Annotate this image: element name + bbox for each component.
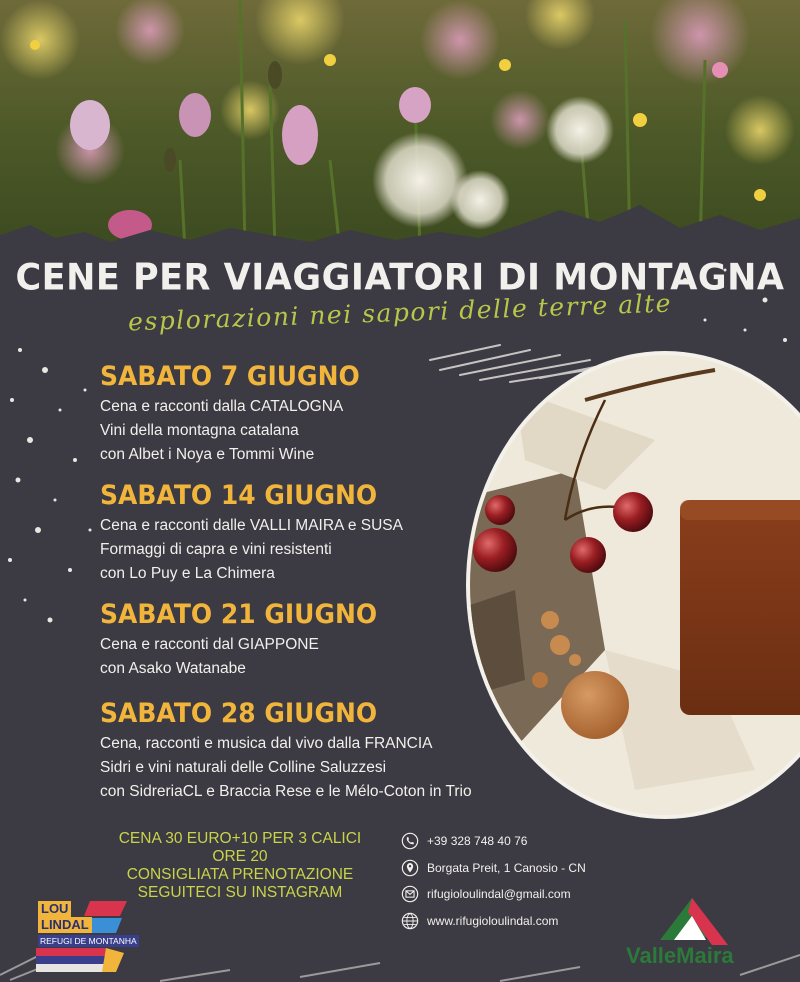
vallemaira-logo [620, 890, 770, 980]
event-line: con Lo Puy e La Chimera [100, 565, 275, 582]
social-text: SEGUITECI SU INSTAGRAM [137, 884, 343, 901]
booking-text: CONSIGLIATA PRENOTAZIONE [126, 866, 354, 883]
event-line: con Asako Watanabe [100, 660, 246, 677]
mountain-icon [620, 890, 770, 950]
email-address: rifugioloulindal@gmail.com [427, 887, 571, 902]
event-4 [100, 697, 472, 804]
event-line: con Albet i Noya e Tommi Wine [100, 446, 315, 463]
event-line: Cena, racconti e musica dal vivo dalla FRANCIA [100, 735, 433, 752]
contact-website[interactable] [400, 908, 586, 935]
contact-address [400, 855, 586, 882]
poster-title: CENE PER VIAGGIATORI DI MONTAGNA [15, 257, 785, 299]
poster-subtitle: esplorazioni nei sapori delle terre alte [127, 288, 673, 337]
event-line: Vini della montagna catalana [100, 422, 299, 439]
event-3 [100, 598, 377, 681]
dinner-info [95, 830, 385, 902]
email-icon [400, 884, 420, 904]
food-photo [455, 350, 800, 825]
event-1 [100, 360, 360, 467]
event-line: con SidreriaCL e Braccia Rese e le Mélo-Coton in Trio [100, 783, 472, 800]
globe-icon [400, 911, 420, 931]
time-text: ORE 20 [212, 848, 268, 865]
event-line: Cena e racconti dalle VALLI MAIRA e SUSA [100, 517, 403, 534]
vallemaira-text: ValleMaira [626, 943, 734, 968]
event-line: Cena e racconti dalla CATALOGNA [100, 398, 344, 415]
event-2 [100, 479, 403, 586]
contact-phone[interactable] [400, 828, 586, 855]
website-url: www.rifugioloulindal.com [427, 913, 559, 928]
event-date: SABATO 28 GIUGNO [100, 697, 378, 729]
contact-email[interactable] [400, 881, 586, 908]
phone-icon [400, 831, 420, 851]
event-line: Formaggi di capra e vini resistenti [100, 541, 332, 558]
event-date: SABATO 14 GIUGNO [100, 479, 378, 511]
phone-number: +39 328 748 40 76 [427, 834, 528, 849]
event-line: Cena e racconti dal GIAPPONE [100, 636, 319, 653]
refugi-logo-text: REFUGI DE MONTANHA [40, 936, 137, 946]
location-pin-icon [400, 858, 420, 878]
contacts [400, 828, 586, 934]
address-text: Borgata Preit, 1 Canosio - CN [427, 860, 586, 875]
event-date: SABATO 7 GIUGNO [100, 360, 360, 392]
lindal-logo-text: LINDAL [38, 917, 92, 933]
chalk-splatter-left [0, 330, 110, 660]
event-line: Sidri e vini naturali delle Colline Saluzzesi [100, 759, 387, 776]
lou-logo-text: LOU [38, 901, 71, 917]
event-date: SABATO 21 GIUGNO [100, 598, 378, 630]
lou-lindal-logo [32, 898, 137, 978]
price-text: CENA 30 EURO+10 PER 3 CALICI [118, 830, 362, 847]
